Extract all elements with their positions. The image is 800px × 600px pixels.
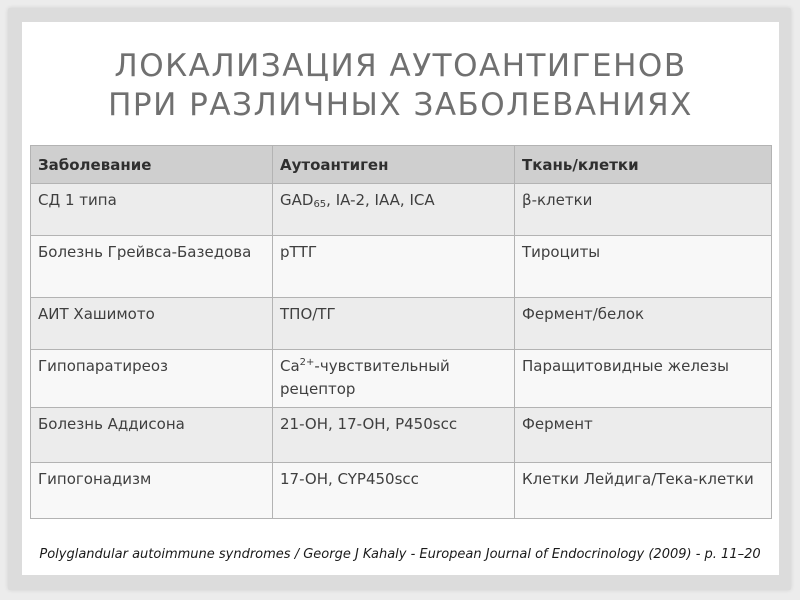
table-row — [31, 298, 772, 350]
table-row — [31, 236, 772, 298]
cell-tissue: Фермент/белок — [515, 298, 772, 350]
cell-tissue: Клетки Лейдига/Тека-клетки — [515, 463, 772, 519]
header-antigen: Аутоантиген — [273, 146, 515, 184]
cell-disease: Болезнь Грейвса-Базедова — [31, 236, 273, 298]
table-row — [31, 184, 772, 236]
header-tissue: Ткань/клетки — [515, 146, 772, 184]
title-line-1: ЛОКАЛИЗАЦИЯ АУТОАНТИГЕНОВ — [114, 48, 687, 84]
cell-disease: Болезнь Аддисона — [31, 408, 273, 463]
cell-disease: Гипогонадизм — [31, 463, 273, 519]
antigen-superscript: 2+ — [299, 357, 315, 368]
cell-antigen — [273, 350, 515, 408]
cell-antigen: ТПО/ТГ — [273, 298, 515, 350]
cell-disease: АИТ Хашимото — [31, 298, 273, 350]
header-disease: Заболевание — [31, 146, 273, 184]
antigen-text: Ca — [280, 357, 300, 375]
cell-tissue: Паращитовидные железы — [515, 350, 772, 408]
antigen-subscript: 65 — [313, 199, 327, 210]
cell-antigen — [273, 184, 515, 236]
table-row — [31, 350, 772, 408]
slide — [22, 22, 779, 575]
table-row — [31, 408, 772, 463]
cell-tissue: Тироциты — [515, 236, 772, 298]
antigen-text-rest: -чувствительный рецептор — [280, 357, 450, 398]
slide-title — [22, 47, 779, 125]
antigen-text-rest: , IA-2, IAA, ICA — [326, 191, 435, 209]
cell-antigen: 21-OH, 17-OH, P450scc — [273, 408, 515, 463]
title-line-2: ПРИ РАЗЛИЧНЫХ ЗАБОЛЕВАНИЯХ — [108, 87, 693, 123]
table-row — [31, 463, 772, 519]
cell-antigen: 17-OH, CYP450scc — [273, 463, 515, 519]
citation: Polyglandular autoimmune syndromes / George J Kahaly - European Journal of Endocrinology (2009) - p. 11–20 — [39, 547, 761, 562]
table-header-row — [31, 146, 772, 184]
cell-tissue: β-клетки — [515, 184, 772, 236]
cell-antigen: рТТГ — [273, 236, 515, 298]
cell-disease: Гипопаратиреоз — [31, 350, 273, 408]
autoantigen-table — [30, 145, 772, 519]
antigen-text: GAD — [280, 191, 314, 209]
cell-disease: СД 1 типа — [31, 184, 273, 236]
cell-tissue: Фермент — [515, 408, 772, 463]
